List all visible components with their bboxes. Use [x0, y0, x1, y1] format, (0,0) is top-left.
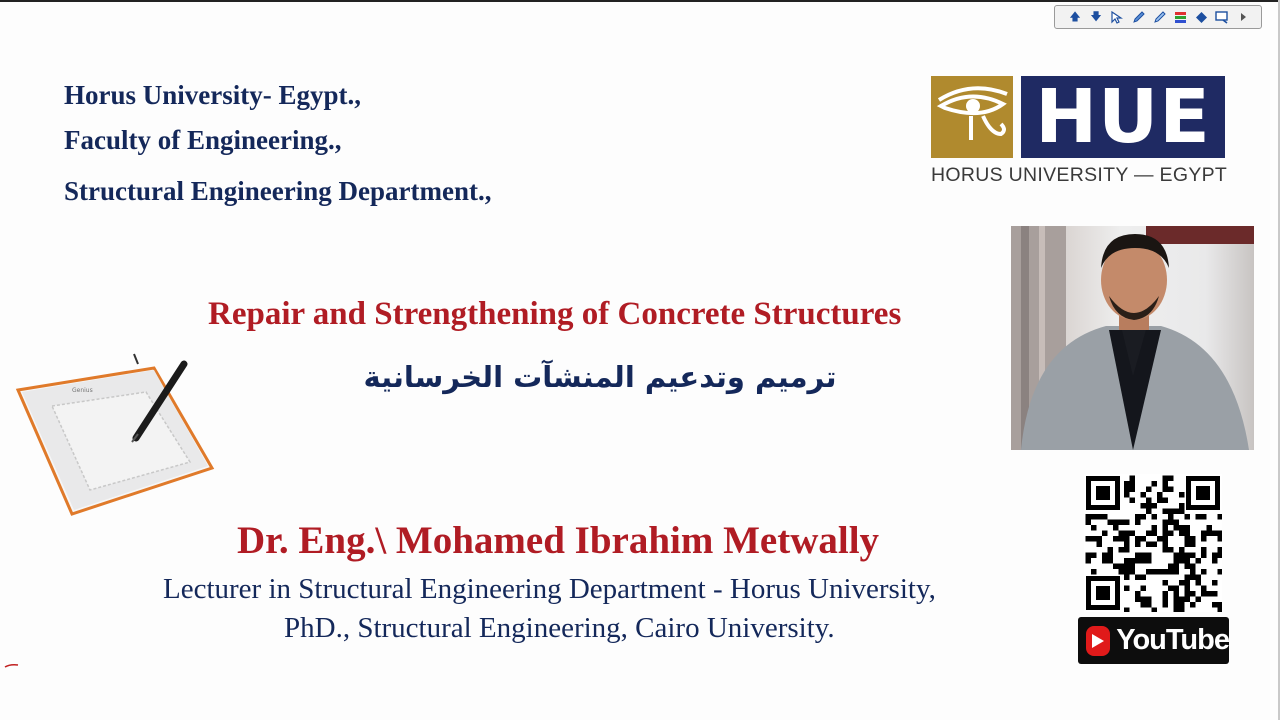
course-title-arabic: ترميم وتدعيم المنشآت الخرسانية	[363, 360, 837, 394]
eye-of-horus-icon	[931, 76, 1013, 158]
instructor-degree: PhD., Structural Engineering, Cairo University.	[284, 612, 835, 644]
more-icon[interactable]	[1235, 9, 1251, 25]
logo-subtitle: HORUS UNIVERSITY — EGYPT	[931, 164, 1228, 186]
eraser-icon[interactable]	[1193, 9, 1209, 25]
annotation-toolbar	[1054, 5, 1262, 29]
youtube-badge[interactable]	[1078, 617, 1229, 664]
annotation-stroke	[4, 656, 20, 662]
color-picker-icon[interactable]	[1172, 9, 1188, 25]
youtube-play-icon	[1086, 626, 1110, 656]
faculty-name: Faculty of Engineering.,	[64, 125, 342, 155]
instructor-position: Lecturer in Structural Engineering Department - Horus University,	[163, 573, 936, 605]
department-name: Structural Engineering Department.,	[64, 176, 492, 206]
instructor-name: Dr. Eng.\ Mohamed Ibrahim Metwally	[237, 519, 880, 562]
highlighter-icon[interactable]	[1151, 9, 1167, 25]
qr-code[interactable]	[1084, 474, 1222, 612]
youtube-label: YouTube	[1116, 624, 1229, 656]
svg-text:Genius: Genius	[72, 387, 93, 394]
university-name: Horus University- Egypt.,	[64, 80, 361, 110]
course-title-english: Repair and Strengthening of Concrete Structures	[208, 296, 902, 332]
university-logo	[931, 76, 1226, 186]
pointer-icon[interactable]	[1109, 9, 1125, 25]
down-arrow-icon[interactable]: 🡇	[1090, 9, 1102, 23]
logo-wordmark: HUE	[1021, 76, 1225, 158]
up-arrow-icon[interactable]: 🡅	[1069, 9, 1081, 23]
screen-icon[interactable]	[1214, 9, 1230, 25]
pen-icon[interactable]	[1130, 9, 1146, 25]
instructor-photo	[1011, 226, 1254, 450]
pen-tablet-image	[14, 350, 219, 525]
top-border	[0, 0, 1280, 2]
